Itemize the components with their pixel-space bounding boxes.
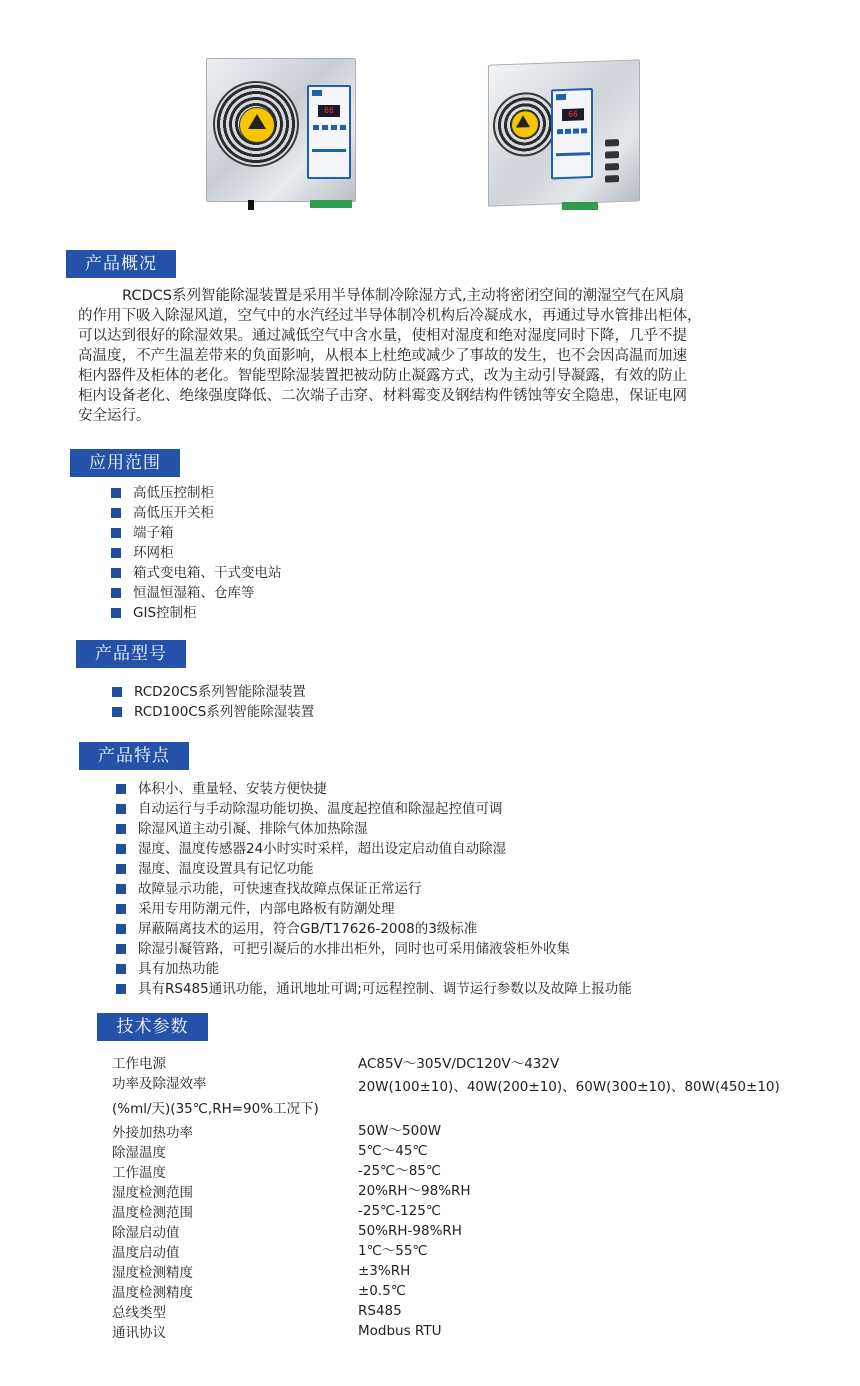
- overview-line: 高温度，不产生温差带来的负面影响，从根本上杜绝或减少了事故的发生，也不会因高温而加速: [78, 348, 687, 364]
- overview-line: RCDCS系列智能除湿装置是采用半导体制冷除湿方式,主动将密闭空间的潮湿空气在风扇: [122, 288, 685, 304]
- terminal-block: [310, 200, 352, 208]
- overview-line: 柜内设备老化、绝缘强度降低、二次端子击穿、材料霉变及钢结构件锈蚀等安全隐患，保证电网: [78, 388, 687, 404]
- product-image-front: [206, 58, 356, 202]
- brand-logo: [312, 90, 322, 96]
- vent-slot: [605, 163, 619, 170]
- panel-button: [331, 125, 337, 130]
- overview-line: 柜内器件及柜体的老化。智能型除湿装置把被动防止凝露方式，改为主动引导凝露，有效的防止: [78, 368, 687, 384]
- led-display: 66: [562, 108, 584, 121]
- bullet-square-icon: [116, 784, 126, 794]
- section-title-specs: 技术参数: [97, 1013, 208, 1041]
- section-title-features: 产品特点: [79, 742, 189, 770]
- table-row: 温度检测范围 -25℃-125℃: [112, 1203, 442, 1221]
- bullet-square-icon: [116, 964, 126, 974]
- bullet-square-icon: [111, 548, 121, 558]
- bullet-square-icon: [111, 588, 121, 598]
- bullet-square-icon: [116, 884, 126, 894]
- bullet-square-icon: [112, 707, 122, 717]
- bullet-square-icon: [111, 528, 121, 538]
- overview-line: 可以达到很好的除湿效果。通过减低空气中含水量，使相对湿度和绝对湿度同时下降，几乎不提: [78, 328, 687, 344]
- bullet-square-icon: [112, 687, 122, 697]
- panel-button: [322, 125, 328, 130]
- bullet-square-icon: [116, 924, 126, 934]
- warning-label: [511, 110, 539, 139]
- table-row: 除湿启动值 50%RH-98%RH: [112, 1223, 462, 1241]
- panel-button: [573, 128, 579, 133]
- led-display: 66: [318, 105, 340, 117]
- bullet-square-icon: [111, 508, 121, 518]
- control-panel: [551, 88, 593, 179]
- bullet-square-icon: [116, 984, 126, 994]
- bullet-square-icon: [116, 864, 126, 874]
- panel-button: [565, 129, 571, 134]
- table-row: 工作温度 -25℃～85℃: [112, 1163, 442, 1181]
- table-row: (%ml/天)(35℃,RH=90%工况下): [112, 1101, 319, 1117]
- table-row: 总线类型 RS485: [112, 1303, 402, 1321]
- fan-grille: [493, 91, 557, 157]
- table-row: 除湿温度 5℃～45℃: [112, 1143, 428, 1161]
- bullet-square-icon: [111, 488, 121, 498]
- bullet-square-icon: [116, 824, 126, 834]
- panel-button: [557, 129, 563, 134]
- bullet-square-icon: [111, 568, 121, 578]
- overview-line: 安全运行。: [78, 408, 151, 424]
- cable-gland: [248, 200, 254, 210]
- warning-triangle-icon: [248, 114, 266, 129]
- warning-label: [239, 107, 275, 143]
- table-row: 温度启动值 1℃～55℃: [112, 1243, 428, 1261]
- bullet-square-icon: [111, 608, 121, 618]
- warning-triangle-icon: [516, 115, 530, 127]
- fan-grille: [213, 81, 299, 167]
- section-title-applications: 应用范围: [70, 449, 180, 477]
- vent-slot: [605, 151, 619, 158]
- bullet-square-icon: [116, 804, 126, 814]
- control-panel: [307, 85, 351, 179]
- bullet-square-icon: [116, 844, 126, 854]
- panel-button: [581, 128, 587, 133]
- panel-label-strip: [556, 152, 590, 156]
- product-image-angled: [488, 59, 640, 206]
- terminal-block: [562, 202, 598, 210]
- table-row: 外接加热功率 50W～500W: [112, 1123, 442, 1141]
- bullet-square-icon: [116, 904, 126, 914]
- vent-slot: [605, 139, 619, 146]
- panel-label-strip: [312, 149, 346, 152]
- table-row: 湿度检测范围 20%RH～98%RH: [112, 1183, 471, 1201]
- table-row: 湿度检测精度 ±3%RH: [112, 1263, 411, 1281]
- table-row: 工作电源 AC85V～305V/DC120V～432V: [112, 1056, 560, 1072]
- section-title-overview: 产品概况: [66, 250, 176, 278]
- brand-logo: [556, 94, 566, 100]
- bullet-square-icon: [116, 944, 126, 954]
- specs-table: [110, 1054, 810, 1343]
- panel-button: [340, 125, 346, 130]
- panel-button: [313, 125, 319, 130]
- table-row: 功率及除湿效率 20W(100±10)、40W(200±10)、60W(300±10)、80W(450±10): [112, 1076, 780, 1095]
- overview-paragraph: [78, 286, 798, 426]
- table-row: 温度检测精度 ±0.5℃: [112, 1283, 406, 1301]
- table-row: 通讯协议 Modbus RTU: [112, 1323, 442, 1341]
- vent-slot: [605, 175, 619, 182]
- section-title-models: 产品型号: [76, 640, 186, 668]
- overview-line: 的作用下吸入除湿风道，空气中的水汽经过半导体制冷机构后冷凝成水，再通过导水管排出柜体，: [78, 308, 702, 324]
